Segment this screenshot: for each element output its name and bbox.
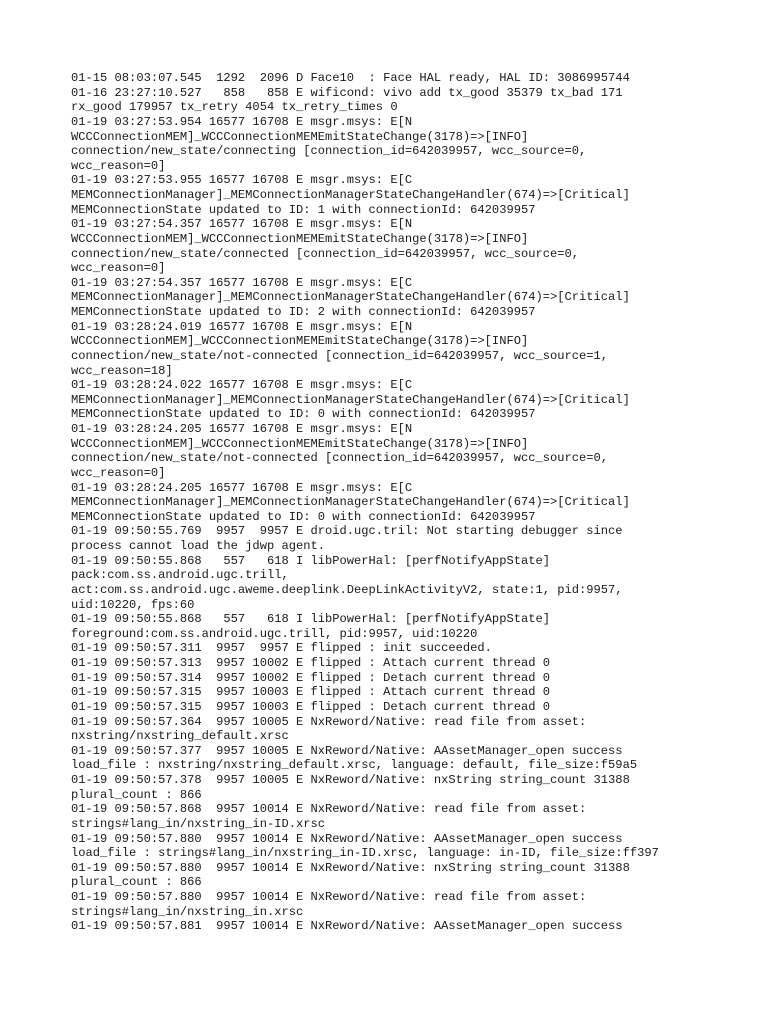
log-line: strings#lang_in/nxstring_in.xrsc <box>71 904 304 919</box>
log-line: wcc_reason=0] <box>71 261 166 276</box>
log-line: uid:10220, fps:60 <box>71 597 195 612</box>
log-line: 01-19 09:50:57.378 9957 10005 E NxReword/Native: nxString string_count 31388 <box>71 773 630 787</box>
log-line: MEMConnectionState updated to ID: 1 with connectionId: 642039957 <box>71 202 536 217</box>
log-line: wcc_reason=18] <box>71 363 173 378</box>
log-line: 01-19 09:50:55.868 557 618 I libPowerHal: [perfNotifyAppState] <box>71 612 550 627</box>
log-line: 01-19 09:50:55.769 9957 9957 E droid.ugc.tril: Not starting debugger since <box>71 524 623 539</box>
log-line: MEMConnectionManager]_MEMConnectionManagerStateChangeHandler(674)=>[Critical] <box>71 290 630 305</box>
log-line: plural_count : 866 <box>71 875 202 890</box>
log-line: 01-15 08:03:07.545 1292 2096 D Face10 : Face HAL ready, HAL ID: 3086995744 <box>71 71 630 85</box>
log-line: 01-19 03:28:24.022 16577 16708 E msgr.msys: E[C <box>71 378 413 393</box>
log-line: MEMConnectionManager]_MEMConnectionManagerStateChangeHandler(674)=>[Critical] <box>71 188 630 202</box>
log-line: WCCConnectionMEM]_WCCConnectionMEMEmitStateChange(3178)=>[INFO] <box>71 436 529 451</box>
log-line: 01-19 03:27:53.954 16577 16708 E msgr.msys: E[N <box>71 114 413 129</box>
log-text-block <box>71 71 691 934</box>
log-line: connection/new_state/connecting [connection_id=642039957, wcc_source=0, <box>71 144 587 159</box>
log-line: wcc_reason=0] <box>71 158 166 173</box>
log-line: MEMConnectionState updated to ID: 0 with connectionId: 642039957 <box>71 509 536 524</box>
log-line: 01-16 23:27:10.527 858 858 E wificond: vivo add tx_good 35379 tx_bad 171 <box>71 85 623 100</box>
log-line: load_file : nxstring/nxstring_default.xrsc, language: default, file_size:f59a5 <box>71 758 638 773</box>
log-line: 01-19 03:27:54.357 16577 16708 E msgr.msys: E[C <box>71 275 413 290</box>
log-line: 01-19 09:50:57.881 9957 10014 E NxReword/Native: AAssetManager_open success <box>71 919 623 934</box>
log-line: 01-19 03:27:54.357 16577 16708 E msgr.msys: E[N <box>71 217 413 232</box>
log-line: foreground:com.ss.android.ugc.trill, pid:9957, uid:10220 <box>71 626 478 641</box>
log-line: MEMConnectionState updated to ID: 0 with connectionId: 642039957 <box>71 407 536 422</box>
log-line: 01-19 09:50:57.314 9957 10002 E flipped : Detach current thread 0 <box>71 670 550 685</box>
log-line: nxstring/nxstring_default.xrsc <box>71 729 289 744</box>
log-line: 01-19 09:50:57.880 9957 10014 E NxReword/Native: AAssetManager_open success <box>71 831 623 846</box>
log-line: 01-19 03:28:24.205 16577 16708 E msgr.msys: E[C <box>71 480 413 495</box>
log-line: 01-19 09:50:57.315 9957 10003 E flipped : Detach current thread 0 <box>71 699 550 714</box>
log-line: 01-19 09:50:57.880 9957 10014 E NxReword/Native: nxString string_count 31388 <box>71 860 630 875</box>
log-line: 01-19 09:50:57.868 9957 10014 E NxReword/Native: read file from asset: <box>71 802 587 817</box>
log-line: strings#lang_in/nxstring_in-ID.xrsc <box>71 816 326 831</box>
log-line: MEMConnectionManager]_MEMConnectionManagerStateChangeHandler(674)=>[Critical] <box>71 392 630 407</box>
log-line: act:com.ss.android.ugc.aweme.deeplink.DeepLinkActivityV2, state:1, pid:9957, <box>71 582 623 597</box>
log-line: process cannot load the jdwp agent. <box>71 539 326 553</box>
log-line: 01-19 03:28:24.019 16577 16708 E msgr.msys: E[N <box>71 319 413 334</box>
log-line: 01-19 09:50:57.313 9957 10002 E flipped : Attach current thread 0 <box>71 656 550 670</box>
log-line: plural_count : 866 <box>71 787 202 802</box>
log-line: 01-19 09:50:57.880 9957 10014 E NxReword/Native: read file from asset: <box>71 890 587 904</box>
log-line: wcc_reason=0] <box>71 465 166 480</box>
log-line: load_file : strings#lang_in/nxstring_in-ID.xrsc, language: in-ID, file_size:ff397 <box>71 846 659 861</box>
log-line: WCCConnectionMEM]_WCCConnectionMEMEmitStateChange(3178)=>[INFO] <box>71 129 529 144</box>
log-line: 01-19 09:50:55.868 557 618 I libPowerHal: [perfNotifyAppState] <box>71 553 550 568</box>
log-line: connection/new_state/not-connected [connection_id=642039957, wcc_source=1, <box>71 348 609 363</box>
log-line: 01-19 03:27:53.955 16577 16708 E msgr.msys: E[C <box>71 173 413 188</box>
log-line: 01-19 09:50:57.311 9957 9957 E flipped : init succeeded. <box>71 641 492 656</box>
log-line: connection/new_state/not-connected [connection_id=642039957, wcc_source=0, <box>71 451 609 466</box>
log-line: rx_good 179957 tx_retry 4054 tx_retry_times 0 <box>71 100 398 115</box>
log-line: connection/new_state/connected [connection_id=642039957, wcc_source=0, <box>71 246 580 261</box>
log-line: 01-19 03:28:24.205 16577 16708 E msgr.msys: E[N <box>71 422 413 436</box>
log-line: 01-19 09:50:57.364 9957 10005 E NxReword/Native: read file from asset: <box>71 714 587 729</box>
log-line: WCCConnectionMEM]_WCCConnectionMEMEmitStateChange(3178)=>[INFO] <box>71 334 529 349</box>
log-line: 01-19 09:50:57.377 9957 10005 E NxReword/Native: AAssetManager_open success <box>71 743 623 758</box>
log-line: MEMConnectionState updated to ID: 2 with connectionId: 642039957 <box>71 305 536 319</box>
log-line: MEMConnectionManager]_MEMConnectionManagerStateChangeHandler(674)=>[Critical] <box>71 495 630 510</box>
log-line: 01-19 09:50:57.315 9957 10003 E flipped : Attach current thread 0 <box>71 685 550 700</box>
log-line: WCCConnectionMEM]_WCCConnectionMEMEmitStateChange(3178)=>[INFO] <box>71 231 529 246</box>
log-line: pack:com.ss.android.ugc.trill, <box>71 568 289 583</box>
